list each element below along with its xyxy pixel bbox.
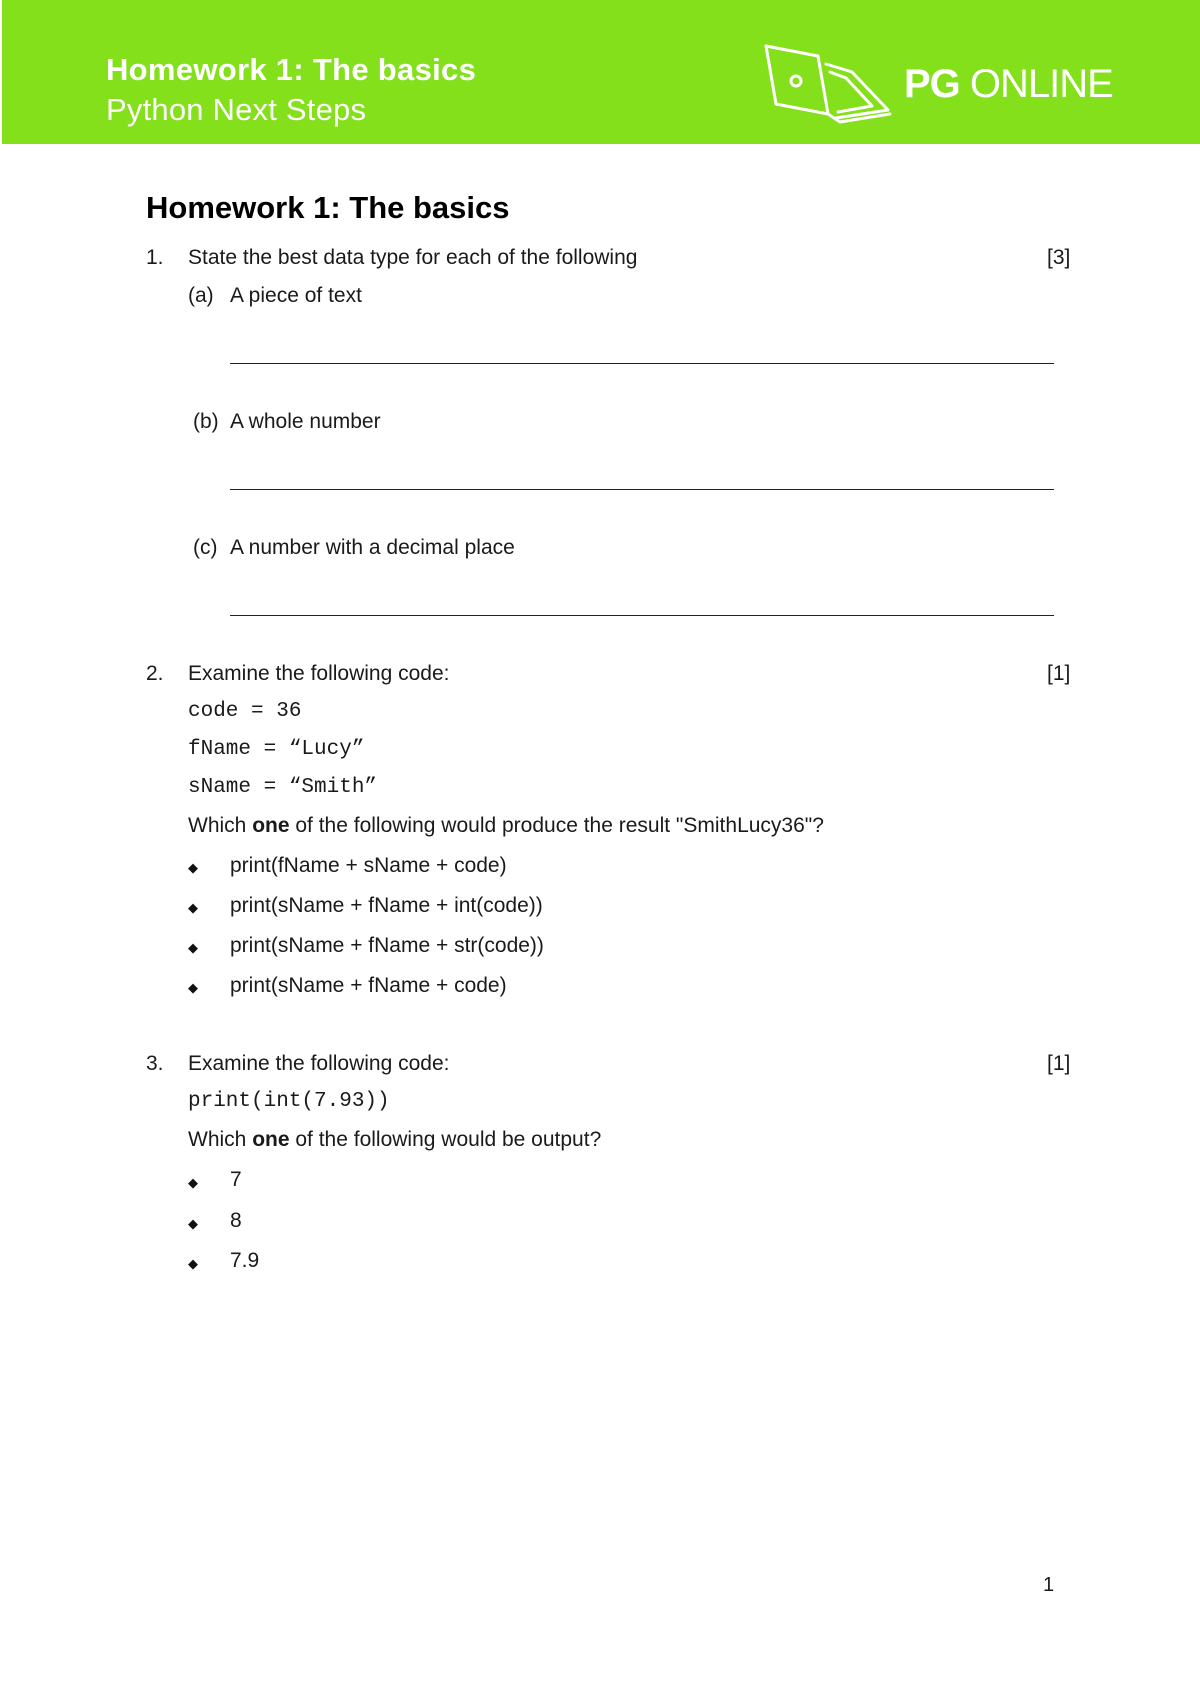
q3-number: 3. bbox=[146, 1052, 164, 1075]
q1a-label: (a) bbox=[188, 284, 214, 307]
q3-option-1[interactable]: 7 bbox=[230, 1168, 242, 1191]
q3-prompt: Which one of the following would be output? bbox=[188, 1128, 602, 1151]
q3-option-3[interactable]: 7.9 bbox=[230, 1249, 260, 1272]
logo-online: ONLINE bbox=[969, 62, 1113, 106]
q2-option-2[interactable]: print(sName + fName + int(code)) bbox=[230, 894, 543, 917]
q2-option-4[interactable]: print(sName + fName + code) bbox=[230, 974, 507, 997]
diamond-bullet-icon: ◆ bbox=[188, 940, 198, 955]
q1c-text: A number with a decimal place bbox=[230, 536, 515, 559]
q3-marks: [1] bbox=[1047, 1052, 1071, 1075]
header-banner bbox=[2, 0, 1200, 144]
q2-code-line-3: sName = “Smith” bbox=[188, 776, 378, 799]
diamond-bullet-icon: ◆ bbox=[188, 1256, 198, 1271]
diamond-bullet-icon: ◆ bbox=[188, 1216, 198, 1231]
q1-number: 1. bbox=[146, 246, 164, 269]
q1a-text: A piece of text bbox=[230, 284, 362, 307]
logo-pg: PG bbox=[904, 62, 960, 106]
diamond-bullet-icon: ◆ bbox=[188, 1175, 198, 1190]
q3-text: Examine the following code: bbox=[188, 1052, 450, 1075]
q2-prompt: Which one of the following would produce the result "SmithLucy36"? bbox=[188, 814, 824, 837]
q2-text: Examine the following code: bbox=[188, 662, 450, 685]
banner-title: Homework 1: The basics bbox=[106, 52, 477, 87]
pg-online-logo bbox=[904, 62, 1113, 107]
q2-code-line-1: code = 36 bbox=[188, 700, 302, 723]
answer-line-b[interactable] bbox=[230, 489, 1054, 490]
diamond-bullet-icon: ◆ bbox=[188, 980, 198, 995]
q1-text: State the best data type for each of the following bbox=[188, 246, 638, 269]
q3-code-line: print(int(7.93)) bbox=[188, 1090, 390, 1113]
q1b-text: A whole number bbox=[230, 410, 381, 433]
q2-marks: [1] bbox=[1047, 662, 1071, 685]
q3-option-2[interactable]: 8 bbox=[230, 1209, 242, 1232]
q2-number: 2. bbox=[146, 662, 164, 685]
q1b-label: (b) bbox=[193, 410, 219, 433]
laptop-logo-icon bbox=[760, 42, 894, 124]
banner-subtitle: Python Next Steps bbox=[106, 92, 367, 127]
page-title: Homework 1: The basics bbox=[146, 190, 510, 225]
q1-marks: [3] bbox=[1047, 246, 1071, 269]
diamond-bullet-icon: ◆ bbox=[188, 860, 198, 875]
q1c-label: (c) bbox=[193, 536, 218, 559]
answer-line-a[interactable] bbox=[230, 363, 1054, 364]
q2-option-1[interactable]: print(fName + sName + code) bbox=[230, 854, 507, 877]
diamond-bullet-icon: ◆ bbox=[188, 900, 198, 915]
q2-option-3[interactable]: print(sName + fName + str(code)) bbox=[230, 934, 544, 957]
answer-line-c[interactable] bbox=[230, 615, 1054, 616]
page-number: 1 bbox=[1043, 1574, 1055, 1596]
q2-code-line-2: fName = “Lucy” bbox=[188, 738, 365, 761]
